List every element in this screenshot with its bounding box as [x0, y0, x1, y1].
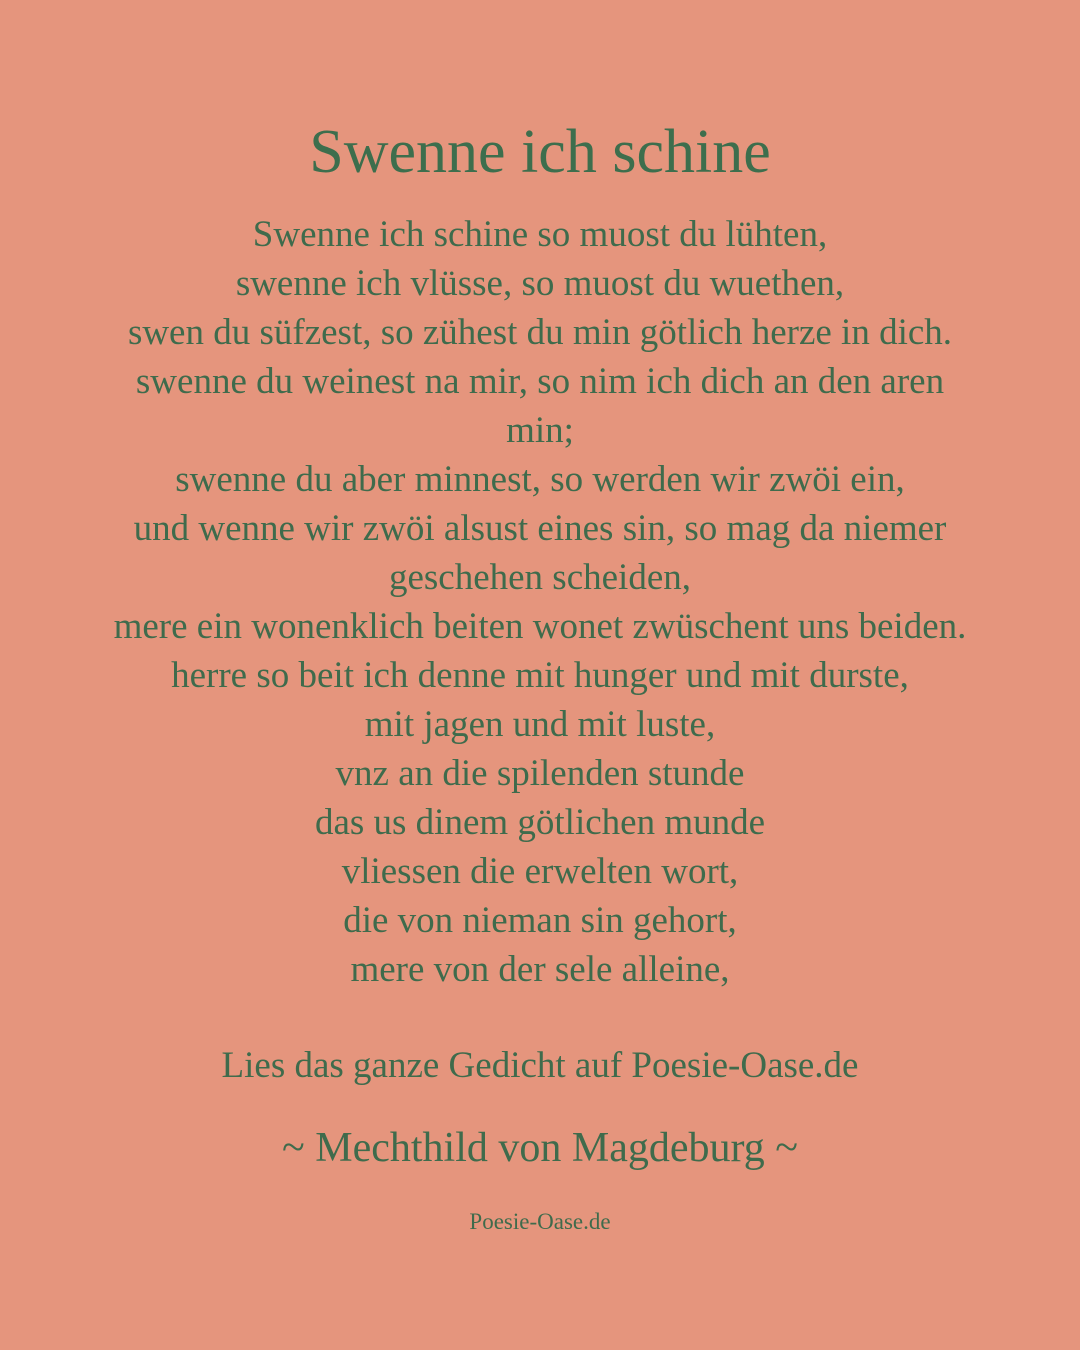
poem-line: swenne du aber minnest, so werden wir zwöi ein, [175, 459, 905, 500]
poem-body [30, 210, 1050, 994]
poem-line: Swenne ich schine so muost du lühten, [252, 214, 828, 255]
poem-line: herre so beit ich denne mit hunger und mit durste, [171, 655, 909, 696]
site-watermark: Poesie-Oase.de [469, 1209, 611, 1234]
read-more-text: Lies das ganze Gedicht auf Poesie-Oase.de [221, 1045, 859, 1086]
author-name: ~ Mechthild von Magdeburg ~ [282, 1125, 798, 1171]
poem-line: vliessen die erwelten wort, [341, 851, 739, 892]
poem-line: mere ein wonenklich beiten wonet zwüschent uns beiden. [113, 606, 967, 647]
poem-line: und wenne wir zwöi alsust eines sin, so mag da niemer [133, 508, 947, 549]
poem-line: mere von der sele alleine, [350, 949, 730, 990]
poem-line: swenne ich vlüsse, so muost du wuethen, [235, 263, 845, 304]
poem-line: swen du süfzest, so zühest du min götlich herze in dich. [127, 312, 953, 353]
poem-line: geschehen scheiden, [388, 557, 692, 598]
poem-line: vnz an die spilenden stunde [335, 753, 745, 794]
poem-line: swenne du weinest na mir, so nim ich dich an den aren [135, 361, 945, 402]
poem-line: mit jagen und mit luste, [364, 704, 716, 745]
poem-line: min; [506, 410, 574, 451]
poem-line: die von nieman sin gehort, [343, 900, 737, 941]
poem-title: Swenne ich schine [309, 118, 771, 186]
poem-line: das us dinem götlichen munde [314, 802, 766, 843]
